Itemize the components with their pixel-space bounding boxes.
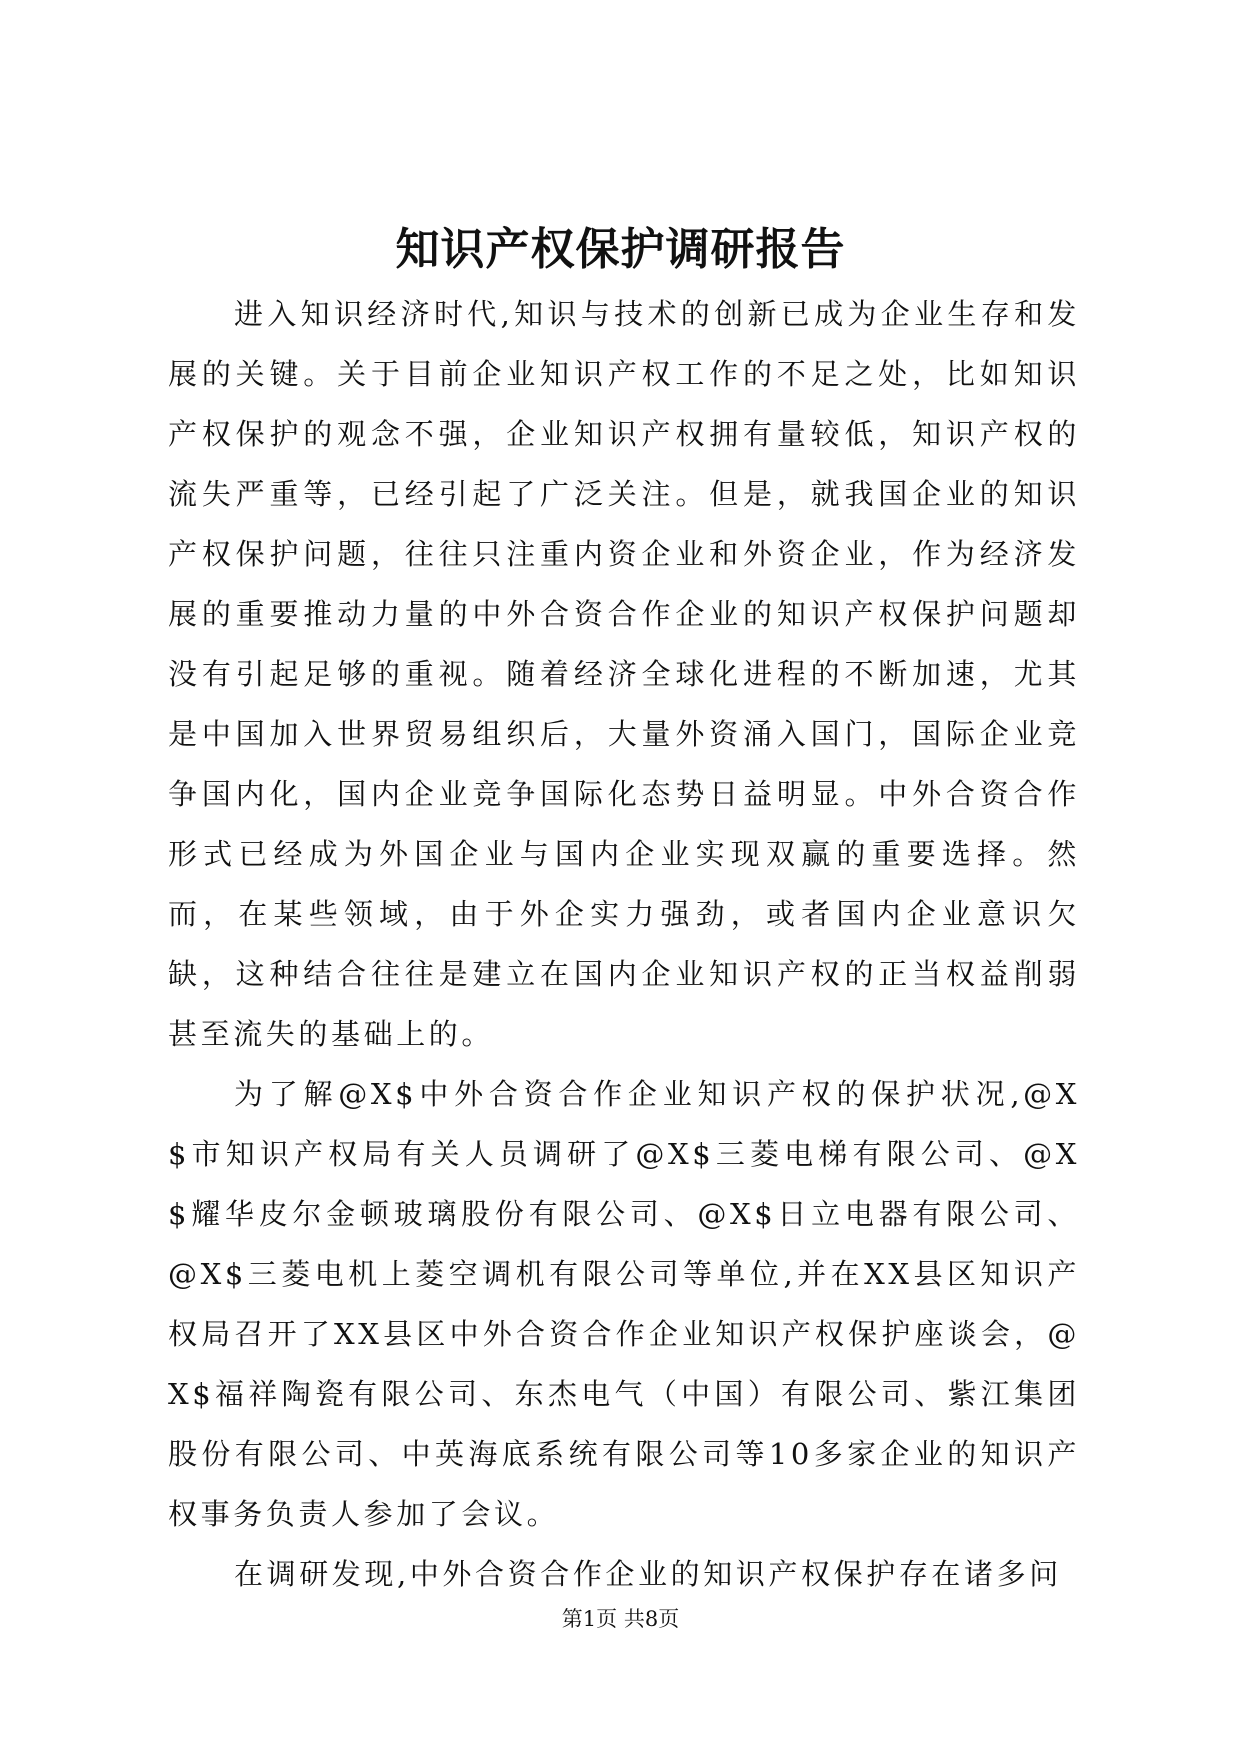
paragraph-1: 进入知识经济时代,知识与技术的创新已成为企业生存和发展的关键。关于目前企业知识产权工作的不足之处，比如知识产权保护的观念不强，企业知识产权拥有量较低，知识产权的流失严重等，已经引起了广泛关注。但是，就我国企业的知识产权保护问题，往往只注重内资企业和外资企业，作为经济发展的重要推动力量的中外合资合作企业的知识产权保护问题却没有引起足够的重视。随着经济全球化进程的不断加速，尤其是中国加入世界贸易组织后，大量外资涌入国门，国际企业竞争国内化，国内企业竞争国际化态势日益明显。中外合资合作形式已经成为外国企业与国内企业实现双赢的重要选择。然而，在某些领域，由于外企实力强劲，或者国内企业意识欠缺，这种结合往往是建立在国内企业知识产权的正当权益削弱甚至流失的基础上的。 xyxy=(168,297,1080,1051)
document-body xyxy=(168,284,1080,1604)
paragraph-2: 为了解@X$中外合资合作企业知识产权的保护状况,@X$市知识产权局有关人员调研了@X$三菱电梯有限公司、@X$耀华皮尔金顿玻璃股份有限公司、@X$日立电器有限公司、@X$三菱电机上菱空调机有限公司等单位,并在XX县区知识产权局召开了XX县区中外合资合作企业知识产权保护座谈会，@X$福祥陶瓷有限公司、东杰电气（中国）有限公司、紫江集团股份有限公司、中英海底系统有限公司等10多家企业的知识产权事务负责人参加了会议。 xyxy=(168,1077,1080,1531)
document-title: 知识产权保护调研报告 xyxy=(395,224,846,275)
paragraph-3: 在调研发现,中外合资合作企业的知识产权保护存在诸多问 xyxy=(234,1557,1062,1591)
page-number-footer: 第1页 共8页 xyxy=(561,1607,680,1631)
